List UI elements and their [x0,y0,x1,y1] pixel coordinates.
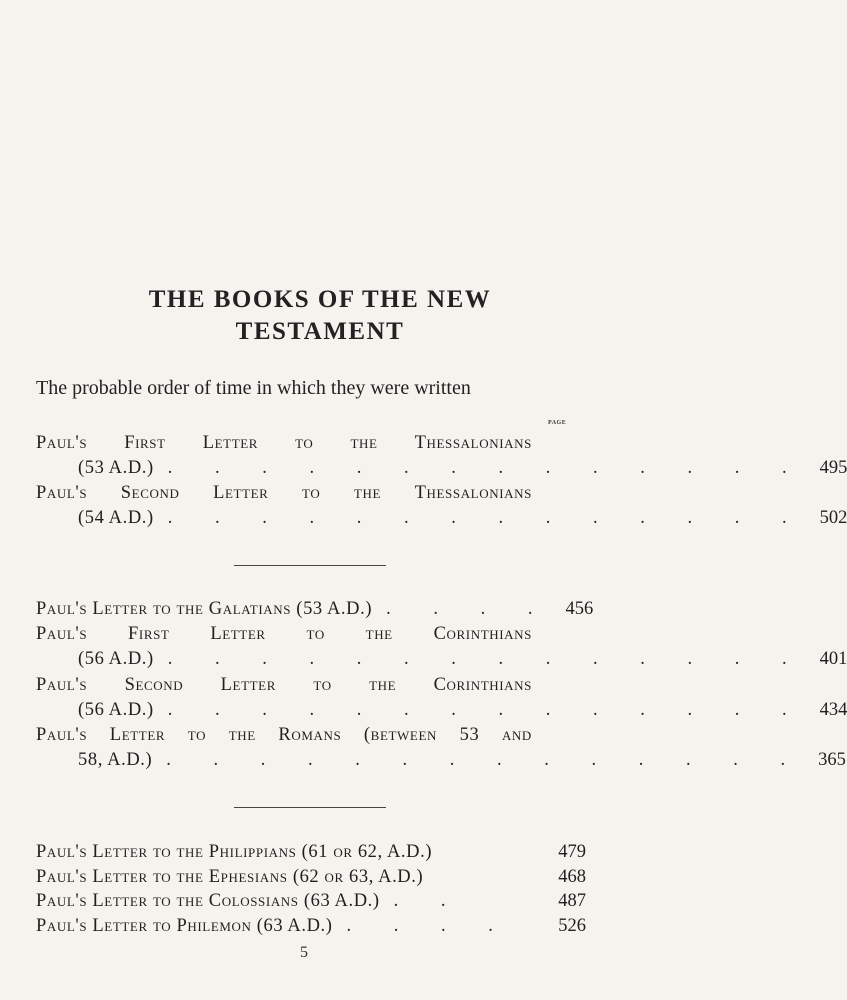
entry-title: Paul's Letter to Philemon (63 A.D.) [36,916,333,936]
entry-title-line [36,867,586,892]
entry-title-line: Paul's First Letter to the Thessalonians [36,433,532,453]
entry-title-line: Paul's Second Letter to the Thessalonians [36,483,532,503]
entry-title-line: Paul's Letter to the Romans (between 53 and [36,725,532,745]
entry-date: (56 A.D.) [78,700,154,720]
toc-entry [36,433,847,483]
subtitle: The probable order of time in which they were written [36,377,471,399]
entry-continuation-line [36,458,847,483]
entry-continuation-line [36,700,847,725]
entry-page-number: 502 [819,508,847,528]
leader-dots: . . . . . . . . . . . . . . [167,649,806,669]
entry-continuation-line [36,649,847,674]
entry-date: (53 A.D.) [78,458,154,478]
entry-page-number: 401 [819,649,847,669]
toc-entry [36,624,847,674]
leader-dots: . . . . . . . . . . . . . . [167,700,806,720]
entry-page-number: 479 [558,842,586,862]
entry-title: Paul's Letter to the Galatians (53 A.D.) [36,599,373,619]
entry-title: Paul's Letter to the Philippians (61 or 62, A.D.) [36,842,433,862]
toc-entry [36,891,586,916]
section-divider [234,807,386,808]
toc-entry [36,842,586,867]
entry-page-number: 468 [558,867,586,887]
entry-page-number: 526 [558,916,586,936]
entry-page-number: 365 [818,750,846,770]
page-title [60,284,580,348]
leader-dots: . . . . . . . . . . . . . . [166,750,805,770]
entry-title-line: Paul's Second Letter to the Corinthians [36,675,532,695]
toc-entry [36,916,586,941]
toc-entry [36,599,594,624]
title-line-1: THE BOOKS OF THE NEW [148,286,492,313]
entry-page-number: 434 [819,700,847,720]
entry-page-number: 456 [565,599,594,619]
entry-page-number: 495 [819,458,847,478]
title-line-2: TESTAMENT [235,318,405,345]
entry-title-line [36,842,586,867]
entry-date: 58, A.D.) [78,750,153,770]
leader-dots: . . . . . . . . . . . . . . [167,458,806,478]
entry-continuation-line [36,750,846,775]
leader-dots: . . [393,891,465,911]
entry-title: Paul's Letter to the Ephesians (62 or 63, A.D.) [36,867,424,887]
entry-title-line [36,916,586,941]
leader-dots: . . . . [346,916,512,936]
leader-dots: . . . . . . . . . . . . . . [167,508,806,528]
entry-title-line [36,891,586,916]
entry-date: (56 A.D.) [78,649,154,669]
entry-page-number: 487 [558,891,586,911]
entry-title-line: Paul's First Letter to the Corinthians [36,624,532,644]
section-divider [234,565,386,566]
page-column-header: page [548,417,567,426]
entry-title-line [36,599,594,624]
page-number-footer: 5 [300,944,308,961]
toc-entry [36,483,847,533]
entry-date: (54 A.D.) [78,508,154,528]
entry-title: Paul's Letter to the Colossians (63 A.D.) [36,891,380,911]
toc-entry [36,725,846,775]
entry-continuation-line [36,508,847,533]
toc-entry [36,867,586,892]
toc-entry [36,675,847,725]
leader-dots: . . . . [386,599,552,619]
